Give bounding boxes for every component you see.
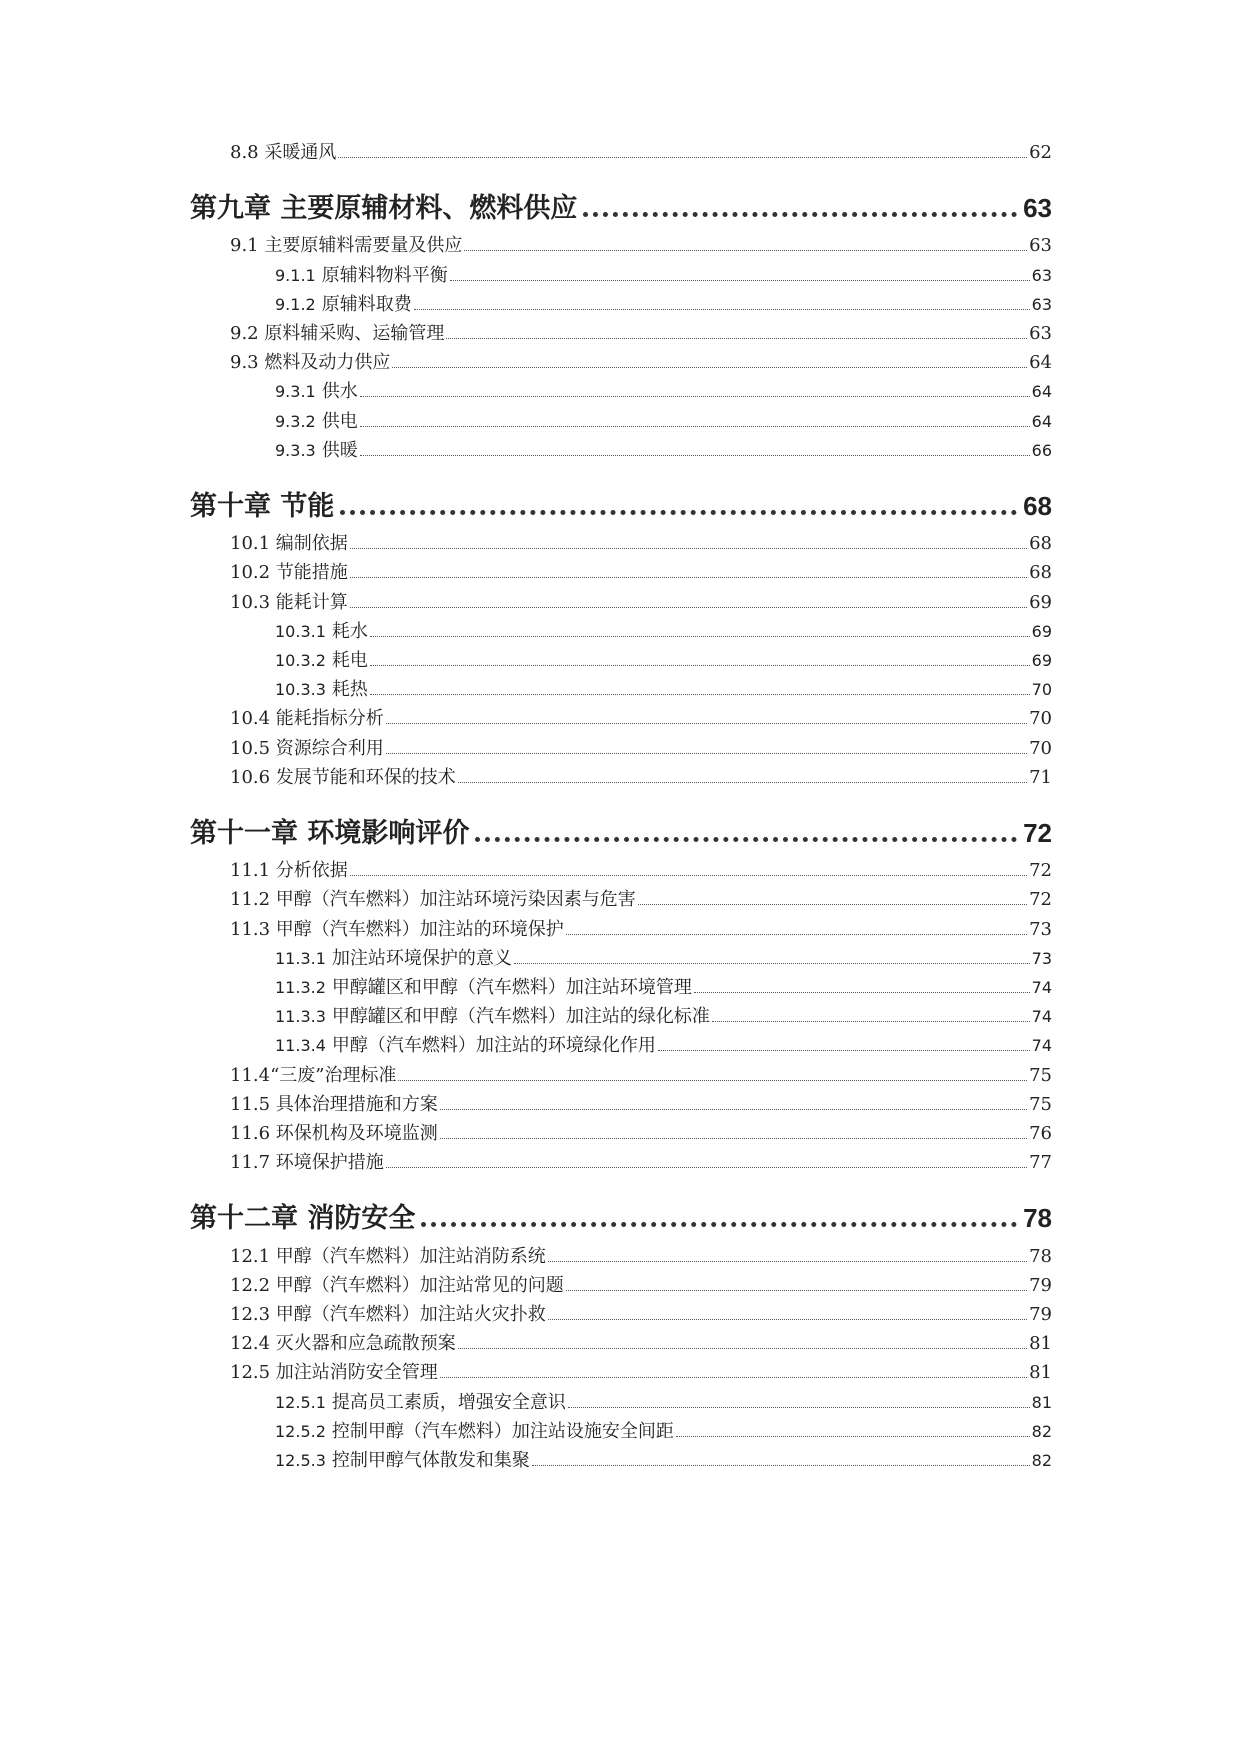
toc-page-number: 82 bbox=[1031, 1421, 1052, 1441]
toc-entry-label: 10.2 节能措施 bbox=[230, 562, 348, 584]
toc-page-number: 78 bbox=[1023, 1203, 1052, 1234]
toc-dot-leader bbox=[638, 904, 1027, 905]
toc-entry-label bbox=[190, 675, 368, 701]
toc-section-entry[interactable] bbox=[190, 1271, 1052, 1297]
toc-section-entry[interactable] bbox=[190, 588, 1052, 614]
toc-entry-title: 耗电 bbox=[331, 650, 368, 671]
toc-subsection-entry[interactable] bbox=[190, 377, 1052, 403]
toc-dot-leader bbox=[338, 157, 1027, 158]
toc-entry-title: 控制甲醇（汽车燃料）加注站设施安全间距 bbox=[331, 1420, 674, 1442]
toc-page-number: 64 bbox=[1031, 382, 1052, 402]
toc-page-number: 66 bbox=[1031, 440, 1052, 460]
toc-page-number: 71 bbox=[1029, 766, 1052, 788]
toc-dot-leader bbox=[350, 875, 1027, 876]
toc-entry-label: 11.6 环保机构及环境监测 bbox=[230, 1123, 438, 1144]
toc-dot-leader bbox=[340, 510, 1017, 515]
toc-dot-leader bbox=[370, 665, 1030, 666]
toc-section-entry[interactable] bbox=[190, 885, 1052, 911]
toc-dot-leader bbox=[566, 934, 1027, 935]
toc-dot-leader bbox=[360, 455, 1030, 456]
toc-page-number: 77 bbox=[1029, 1152, 1052, 1174]
toc-page-number: 74 bbox=[1031, 1036, 1052, 1056]
toc-subsection-entry[interactable] bbox=[190, 973, 1052, 999]
toc-dot-leader bbox=[694, 992, 1030, 993]
toc-page-number: 73 bbox=[1031, 948, 1052, 968]
toc-page-number: 70 bbox=[1029, 708, 1052, 730]
toc-entry-title: 提高员工素质，增强安全意识 bbox=[331, 1391, 566, 1413]
toc-entry-title: 耗热 bbox=[331, 679, 368, 701]
toc-page-number: 69 bbox=[1031, 651, 1052, 670]
toc-entry-label: 12.1 甲醇（汽车燃料）加注站消防系统 bbox=[230, 1245, 546, 1267]
toc-page-number: 69 bbox=[1031, 621, 1052, 641]
toc-dot-leader bbox=[440, 1138, 1027, 1139]
toc-chapter-entry[interactable] bbox=[190, 1196, 1052, 1235]
toc-entry-label: 9.2 原料辅采购、运输管理 bbox=[230, 323, 445, 344]
toc-dot-leader bbox=[360, 426, 1030, 427]
toc-entry-label bbox=[190, 407, 358, 433]
toc-dot-leader bbox=[446, 338, 1027, 339]
toc-page-number: 72 bbox=[1029, 860, 1052, 882]
toc-page-number: 81 bbox=[1029, 1362, 1052, 1384]
toc-section-entry[interactable] bbox=[190, 856, 1052, 882]
toc-dot-leader bbox=[676, 1436, 1030, 1437]
toc-entry-title: 甲醇罐区和甲醇（汽车燃料）加注站的绿化标准 bbox=[331, 1006, 710, 1028]
toc-entry-label: 10.5 资源综合利用 bbox=[230, 737, 384, 759]
toc-entry-label: 11.2 甲醇（汽车燃料）加注站环境污染因素与危害 bbox=[230, 889, 636, 911]
toc-entry-label bbox=[190, 436, 358, 462]
toc-subsection-entry[interactable] bbox=[190, 617, 1052, 643]
toc-dot-leader bbox=[583, 212, 1017, 217]
toc-dot-leader bbox=[464, 250, 1027, 251]
toc-dot-leader bbox=[370, 694, 1030, 695]
toc-dot-leader bbox=[458, 782, 1027, 783]
toc-page-number: 72 bbox=[1023, 818, 1052, 848]
toc-entry-label: 9.1 主要原辅料需要量及供应 bbox=[230, 235, 463, 257]
toc-dot-leader bbox=[386, 723, 1027, 724]
toc-entry-number: 9.3.2 bbox=[275, 411, 316, 431]
toc-entry-title: 耗水 bbox=[331, 620, 368, 642]
toc-entry-label: 第九章 主要原辅材料、燃料供应 bbox=[190, 193, 578, 225]
toc-page-number: 63 bbox=[1031, 294, 1052, 314]
toc-chapter-entry[interactable] bbox=[190, 484, 1052, 523]
toc-entry-title: 控制甲醇气体散发和集聚 bbox=[331, 1450, 530, 1471]
toc-dot-leader bbox=[360, 396, 1030, 397]
toc-page-number: 63 bbox=[1029, 235, 1052, 257]
toc-section-entry[interactable] bbox=[190, 1061, 1052, 1087]
toc-page-number: 81 bbox=[1031, 1392, 1052, 1412]
toc-dot-leader bbox=[370, 636, 1030, 637]
toc-subsection-entry[interactable] bbox=[190, 1002, 1052, 1028]
toc-subsection-entry[interactable] bbox=[190, 407, 1052, 433]
toc-entry-label: 10.4 能耗指标分析 bbox=[230, 708, 384, 730]
toc-section-entry[interactable] bbox=[190, 348, 1052, 374]
toc-dot-leader bbox=[566, 1290, 1027, 1291]
toc-section-entry[interactable] bbox=[190, 1300, 1052, 1326]
toc-entry-number: 10.3.3 bbox=[275, 680, 326, 700]
toc-page-number: 72 bbox=[1029, 889, 1052, 911]
toc-section-entry[interactable] bbox=[190, 1358, 1052, 1384]
toc-subsection-entry[interactable] bbox=[190, 290, 1052, 316]
toc-page-number: 68 bbox=[1029, 533, 1052, 555]
toc-section-entry[interactable] bbox=[190, 1119, 1052, 1145]
toc-entry-label: 10.3 能耗计算 bbox=[230, 591, 348, 613]
toc-entry-label: 第十章 节能 bbox=[190, 491, 335, 522]
toc-section-entry[interactable] bbox=[190, 704, 1052, 730]
toc-entry-title: 原辅料物料平衡 bbox=[321, 264, 448, 286]
toc-section-entry[interactable] bbox=[190, 138, 1052, 164]
toc-page-number: 70 bbox=[1029, 737, 1052, 759]
toc-entry-number: 12.5.2 bbox=[275, 1421, 326, 1441]
toc-dot-leader bbox=[440, 1377, 1027, 1378]
toc-entry-label: 第十二章 消防安全 bbox=[190, 1203, 416, 1235]
toc-entry-label: 10.6 发展节能和环保的技术 bbox=[230, 766, 456, 788]
toc-dot-leader bbox=[568, 1407, 1030, 1408]
toc-dot-leader bbox=[548, 1261, 1027, 1262]
toc-page-number: 82 bbox=[1031, 1451, 1052, 1470]
toc-page-number: 76 bbox=[1029, 1123, 1052, 1144]
toc-page-number: 81 bbox=[1029, 1333, 1052, 1355]
toc-section-entry[interactable] bbox=[190, 734, 1052, 760]
toc-dot-leader bbox=[386, 1167, 1027, 1168]
toc-section-entry[interactable] bbox=[190, 763, 1052, 789]
toc-section-entry[interactable] bbox=[190, 1329, 1052, 1355]
toc-page-number: 63 bbox=[1023, 193, 1052, 224]
toc-chapter-entry[interactable] bbox=[190, 811, 1052, 850]
toc-page-number: 75 bbox=[1029, 1093, 1052, 1115]
toc-page-number: 79 bbox=[1029, 1274, 1052, 1296]
toc-page-number: 68 bbox=[1029, 562, 1052, 584]
toc-subsection-entry[interactable] bbox=[190, 675, 1052, 701]
toc-page-number: 73 bbox=[1029, 918, 1052, 940]
toc-entry-number: 12.5.3 bbox=[275, 1451, 326, 1470]
toc-entry-label bbox=[190, 973, 692, 999]
toc-page-number: 74 bbox=[1031, 1007, 1052, 1027]
toc-section-entry[interactable] bbox=[190, 319, 1052, 345]
toc-subsection-entry[interactable] bbox=[190, 261, 1052, 287]
toc-entry-title: 甲醇罐区和甲醇（汽车燃料）加注站环境管理 bbox=[331, 977, 692, 998]
toc-page-number: 64 bbox=[1029, 352, 1052, 374]
toc-entry-label bbox=[190, 1031, 656, 1057]
toc-entry-label bbox=[190, 1002, 710, 1028]
toc-entry-number: 11.3.1 bbox=[275, 948, 326, 968]
toc-subsection-entry[interactable] bbox=[190, 1388, 1052, 1414]
toc-entry-number: 9.1.1 bbox=[275, 265, 316, 285]
toc-entry-number: 9.3.1 bbox=[275, 382, 316, 402]
toc-dot-leader bbox=[548, 1319, 1027, 1320]
toc-entry-number: 11.3.2 bbox=[275, 978, 326, 997]
toc-entry-label: 9.3 燃料及动力供应 bbox=[230, 352, 391, 374]
toc-dot-leader bbox=[350, 577, 1027, 578]
toc-section-entry[interactable] bbox=[190, 558, 1052, 584]
toc-entry-title: 供暖 bbox=[321, 439, 358, 461]
toc-section-entry[interactable] bbox=[190, 529, 1052, 555]
toc-entry-label: 12.5 加注站消防安全管理 bbox=[230, 1362, 438, 1384]
toc-entry-label: 11.7 环境保护措施 bbox=[230, 1152, 384, 1174]
toc-entry-label: 11.5 具体治理措施和方案 bbox=[230, 1093, 438, 1115]
toc-subsection-entry[interactable] bbox=[190, 944, 1052, 970]
toc-subsection-entry[interactable] bbox=[190, 646, 1052, 672]
toc-subsection-entry[interactable] bbox=[190, 1446, 1052, 1472]
toc-page-number: 62 bbox=[1029, 142, 1052, 163]
toc-section-entry[interactable] bbox=[190, 1090, 1052, 1116]
toc-entry-label: 8.8 采暖通风 bbox=[230, 142, 337, 163]
toc-section-entry[interactable] bbox=[190, 1242, 1052, 1268]
toc-dot-leader bbox=[350, 607, 1027, 608]
toc-entry-label bbox=[190, 1417, 674, 1443]
toc-entry-number: 11.3.4 bbox=[275, 1036, 326, 1056]
toc-dot-leader bbox=[450, 280, 1030, 281]
toc-page-number: 75 bbox=[1029, 1064, 1052, 1086]
toc-page-number: 78 bbox=[1029, 1245, 1052, 1267]
toc-dot-leader bbox=[350, 548, 1027, 549]
toc-subsection-entry[interactable] bbox=[190, 1031, 1052, 1057]
toc-chapter-entry[interactable] bbox=[190, 186, 1052, 225]
toc-dot-leader bbox=[458, 1348, 1027, 1349]
toc-entry-title: 供水 bbox=[321, 381, 358, 403]
toc-page-number: 70 bbox=[1031, 680, 1052, 700]
toc-entry-label: 11.3 甲醇（汽车燃料）加注站的环境保护 bbox=[230, 918, 564, 940]
toc-dot-leader bbox=[532, 1465, 1030, 1466]
toc-subsection-entry[interactable] bbox=[190, 436, 1052, 462]
toc-page-number: 63 bbox=[1029, 323, 1052, 344]
toc-dot-leader bbox=[392, 367, 1027, 368]
toc-entry-title: 加注站环境保护的意义 bbox=[331, 947, 512, 969]
toc-page-number: 74 bbox=[1031, 978, 1052, 997]
toc-entry-number: 10.3.1 bbox=[275, 621, 326, 641]
toc-page-number: 69 bbox=[1029, 591, 1052, 613]
toc-page-number: 64 bbox=[1031, 411, 1052, 431]
toc-entry-label bbox=[190, 1388, 566, 1414]
toc-page-number: 63 bbox=[1031, 265, 1052, 285]
toc-page-number: 79 bbox=[1029, 1304, 1052, 1325]
toc-entry-title: 甲醇（汽车燃料）加注站的环境绿化作用 bbox=[331, 1035, 656, 1057]
toc-section-entry[interactable] bbox=[190, 915, 1052, 941]
toc-dot-leader bbox=[440, 1109, 1027, 1110]
toc-entry-number: 10.3.2 bbox=[275, 651, 326, 670]
toc-entry-label bbox=[190, 261, 448, 287]
toc-section-entry[interactable] bbox=[190, 1148, 1052, 1174]
toc-entry-label: 12.2 甲醇（汽车燃料）加注站常见的问题 bbox=[230, 1274, 564, 1296]
toc-entry-label bbox=[190, 1446, 530, 1472]
toc-entry-label: 12.4 灭火器和应急疏散预案 bbox=[230, 1333, 456, 1355]
toc-entry-label: 11.4“三废”治理标准 bbox=[230, 1064, 397, 1086]
toc-dot-leader bbox=[658, 1050, 1030, 1051]
toc-entry-title: 原辅料取费 bbox=[321, 293, 412, 315]
toc-entry-label: 12.3 甲醇（汽车燃料）加注站火灾扑救 bbox=[230, 1304, 546, 1325]
toc-entry-label: 10.1 编制依据 bbox=[230, 533, 348, 555]
toc-entry-label bbox=[190, 290, 412, 316]
toc-entry-title: 供电 bbox=[321, 410, 358, 432]
toc-dot-leader bbox=[421, 1222, 1017, 1227]
toc-dot-leader bbox=[398, 1080, 1027, 1081]
toc-entry-label bbox=[190, 377, 358, 403]
toc-entry-number: 11.3.3 bbox=[275, 1007, 326, 1027]
toc-entry-label bbox=[190, 617, 368, 643]
toc-entry-label: 第十一章 环境影响评价 bbox=[190, 818, 470, 849]
toc-entry-label bbox=[190, 944, 512, 970]
toc-entry-number: 12.5.1 bbox=[275, 1392, 326, 1412]
toc-dot-leader bbox=[414, 309, 1030, 310]
toc-dot-leader bbox=[712, 1021, 1030, 1022]
toc-entry-label bbox=[190, 646, 368, 672]
toc-subsection-entry[interactable] bbox=[190, 1417, 1052, 1443]
toc-page-number: 68 bbox=[1023, 491, 1052, 521]
toc-section-entry[interactable] bbox=[190, 231, 1052, 257]
toc-dot-leader bbox=[514, 963, 1030, 964]
toc-dot-leader bbox=[475, 837, 1017, 842]
toc-dot-leader bbox=[386, 753, 1027, 754]
toc-entry-number: 9.3.3 bbox=[275, 440, 316, 460]
toc-entry-label: 11.1 分析依据 bbox=[230, 860, 348, 882]
toc-entry-number: 9.1.2 bbox=[275, 294, 316, 314]
